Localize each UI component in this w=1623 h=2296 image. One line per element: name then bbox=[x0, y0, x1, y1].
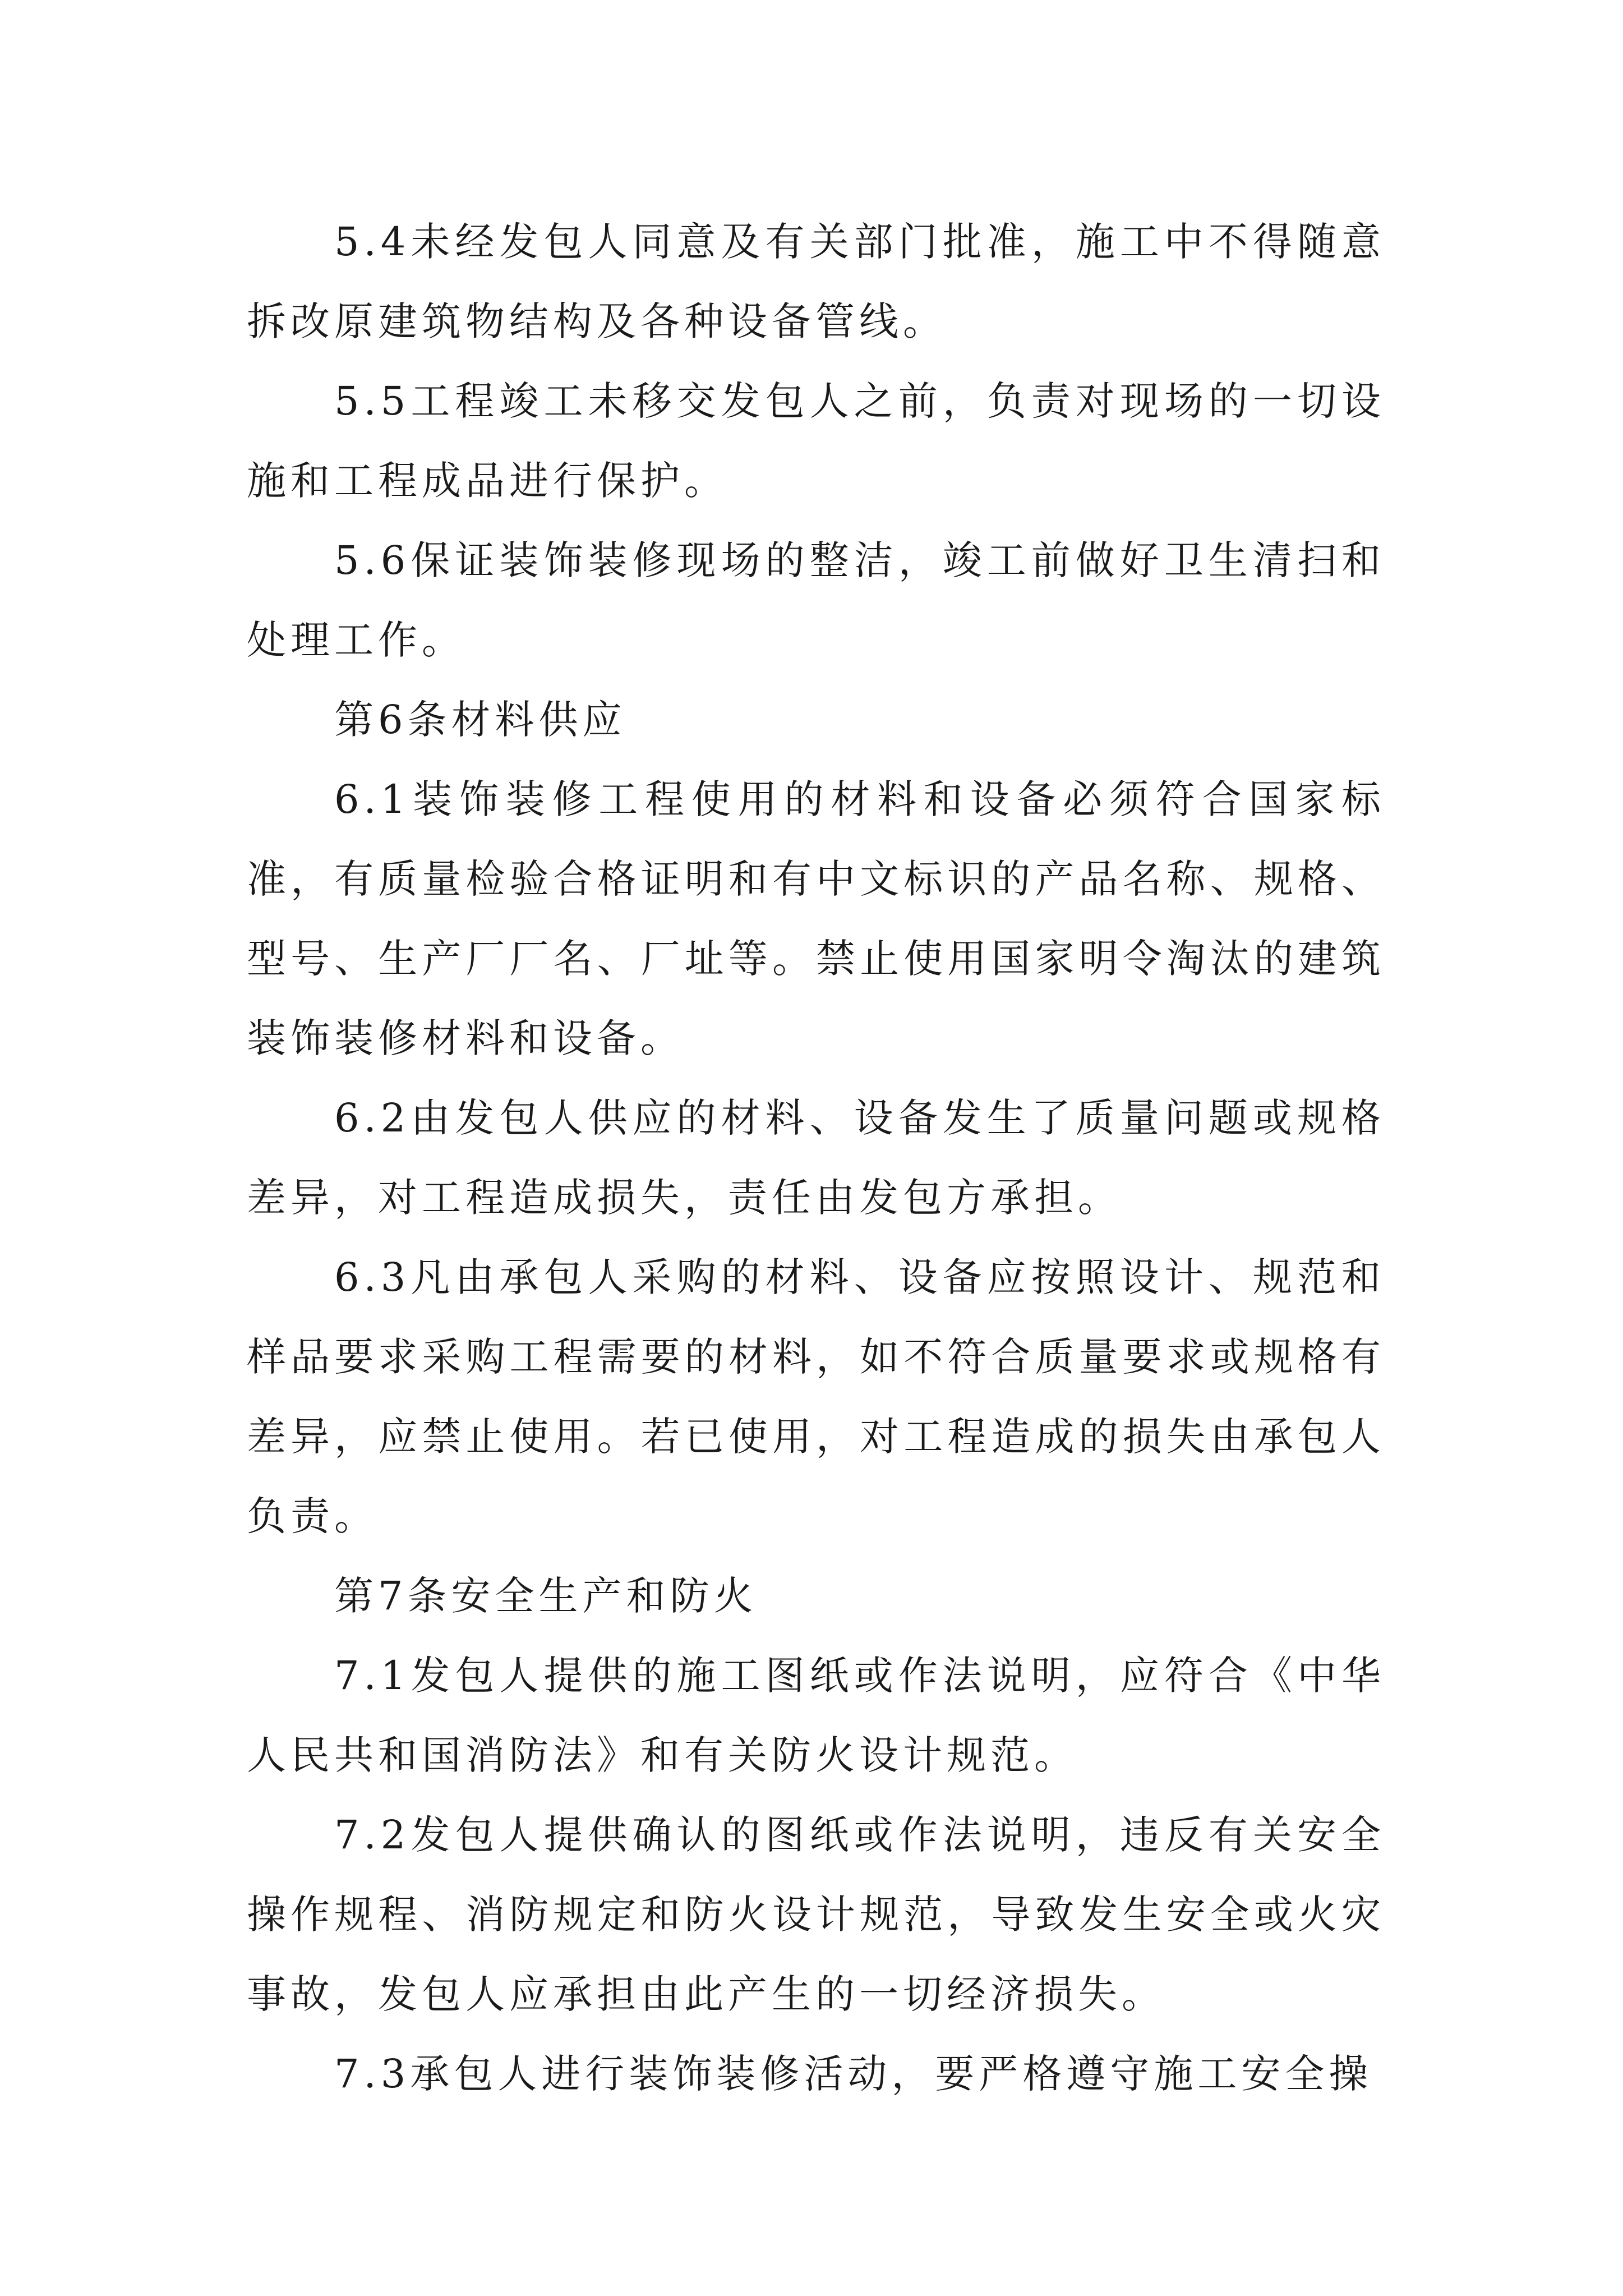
clause-7-1: 7.1发包人提供的施工图纸或作法说明，应符合《中华人民共和国消防法》和有关防火设计规范。 bbox=[247, 1653, 1385, 1778]
clause-6-3: 6.3凡由承包人采购的材料、设备应按照设计、规范和样品要求采购工程需要的材料，如不符合质量要求或规格有差异，应禁止使用。若已使用，对工程造成的损失由承包人负责。 bbox=[247, 1254, 1385, 1539]
document-body bbox=[247, 202, 1385, 2114]
clause-5-6: 5.6保证装饰装修现场的整洁，竣工前做好卫生清扫和处理工作。 bbox=[247, 537, 1385, 663]
clause-5-5: 5.5工程竣工未移交发包人之前，负责对现场的一切设施和工程成品进行保护。 bbox=[247, 378, 1385, 504]
clause-6-1: 6.1装饰装修工程使用的材料和设备必须符合国家标准，有质量检验合格证明和有中文标识的产品名称、规格、型号、生产厂厂名、厂址等。禁止使用国家明令淘汰的建筑装饰装修材料和设备。 bbox=[247, 776, 1385, 1061]
clause-5-4: 5.4未经发包人同意及有关部门批准，施工中不得随意拆改原建筑物结构及各种设备管线。 bbox=[247, 219, 1385, 344]
article-6-heading: 第6条材料供应 bbox=[334, 697, 626, 743]
clause-7-3: 7.3承包人进行装饰装修活动，要严格遵守施工安全操 bbox=[334, 2051, 1373, 2097]
article-7-heading: 第7条安全生产和防火 bbox=[334, 1573, 758, 1619]
clause-6-2: 6.2由发包人供应的材料、设备发生了质量问题或规格差异，对工程造成损失，责任由发包方承担。 bbox=[247, 1095, 1385, 1221]
clause-7-2: 7.2发包人提供确认的图纸或作法说明，违反有关安全操作规程、消防规定和防火设计规范，导致发生安全或火灾事故，发包人应承担由此产生的一切经济损失。 bbox=[247, 1812, 1385, 2017]
